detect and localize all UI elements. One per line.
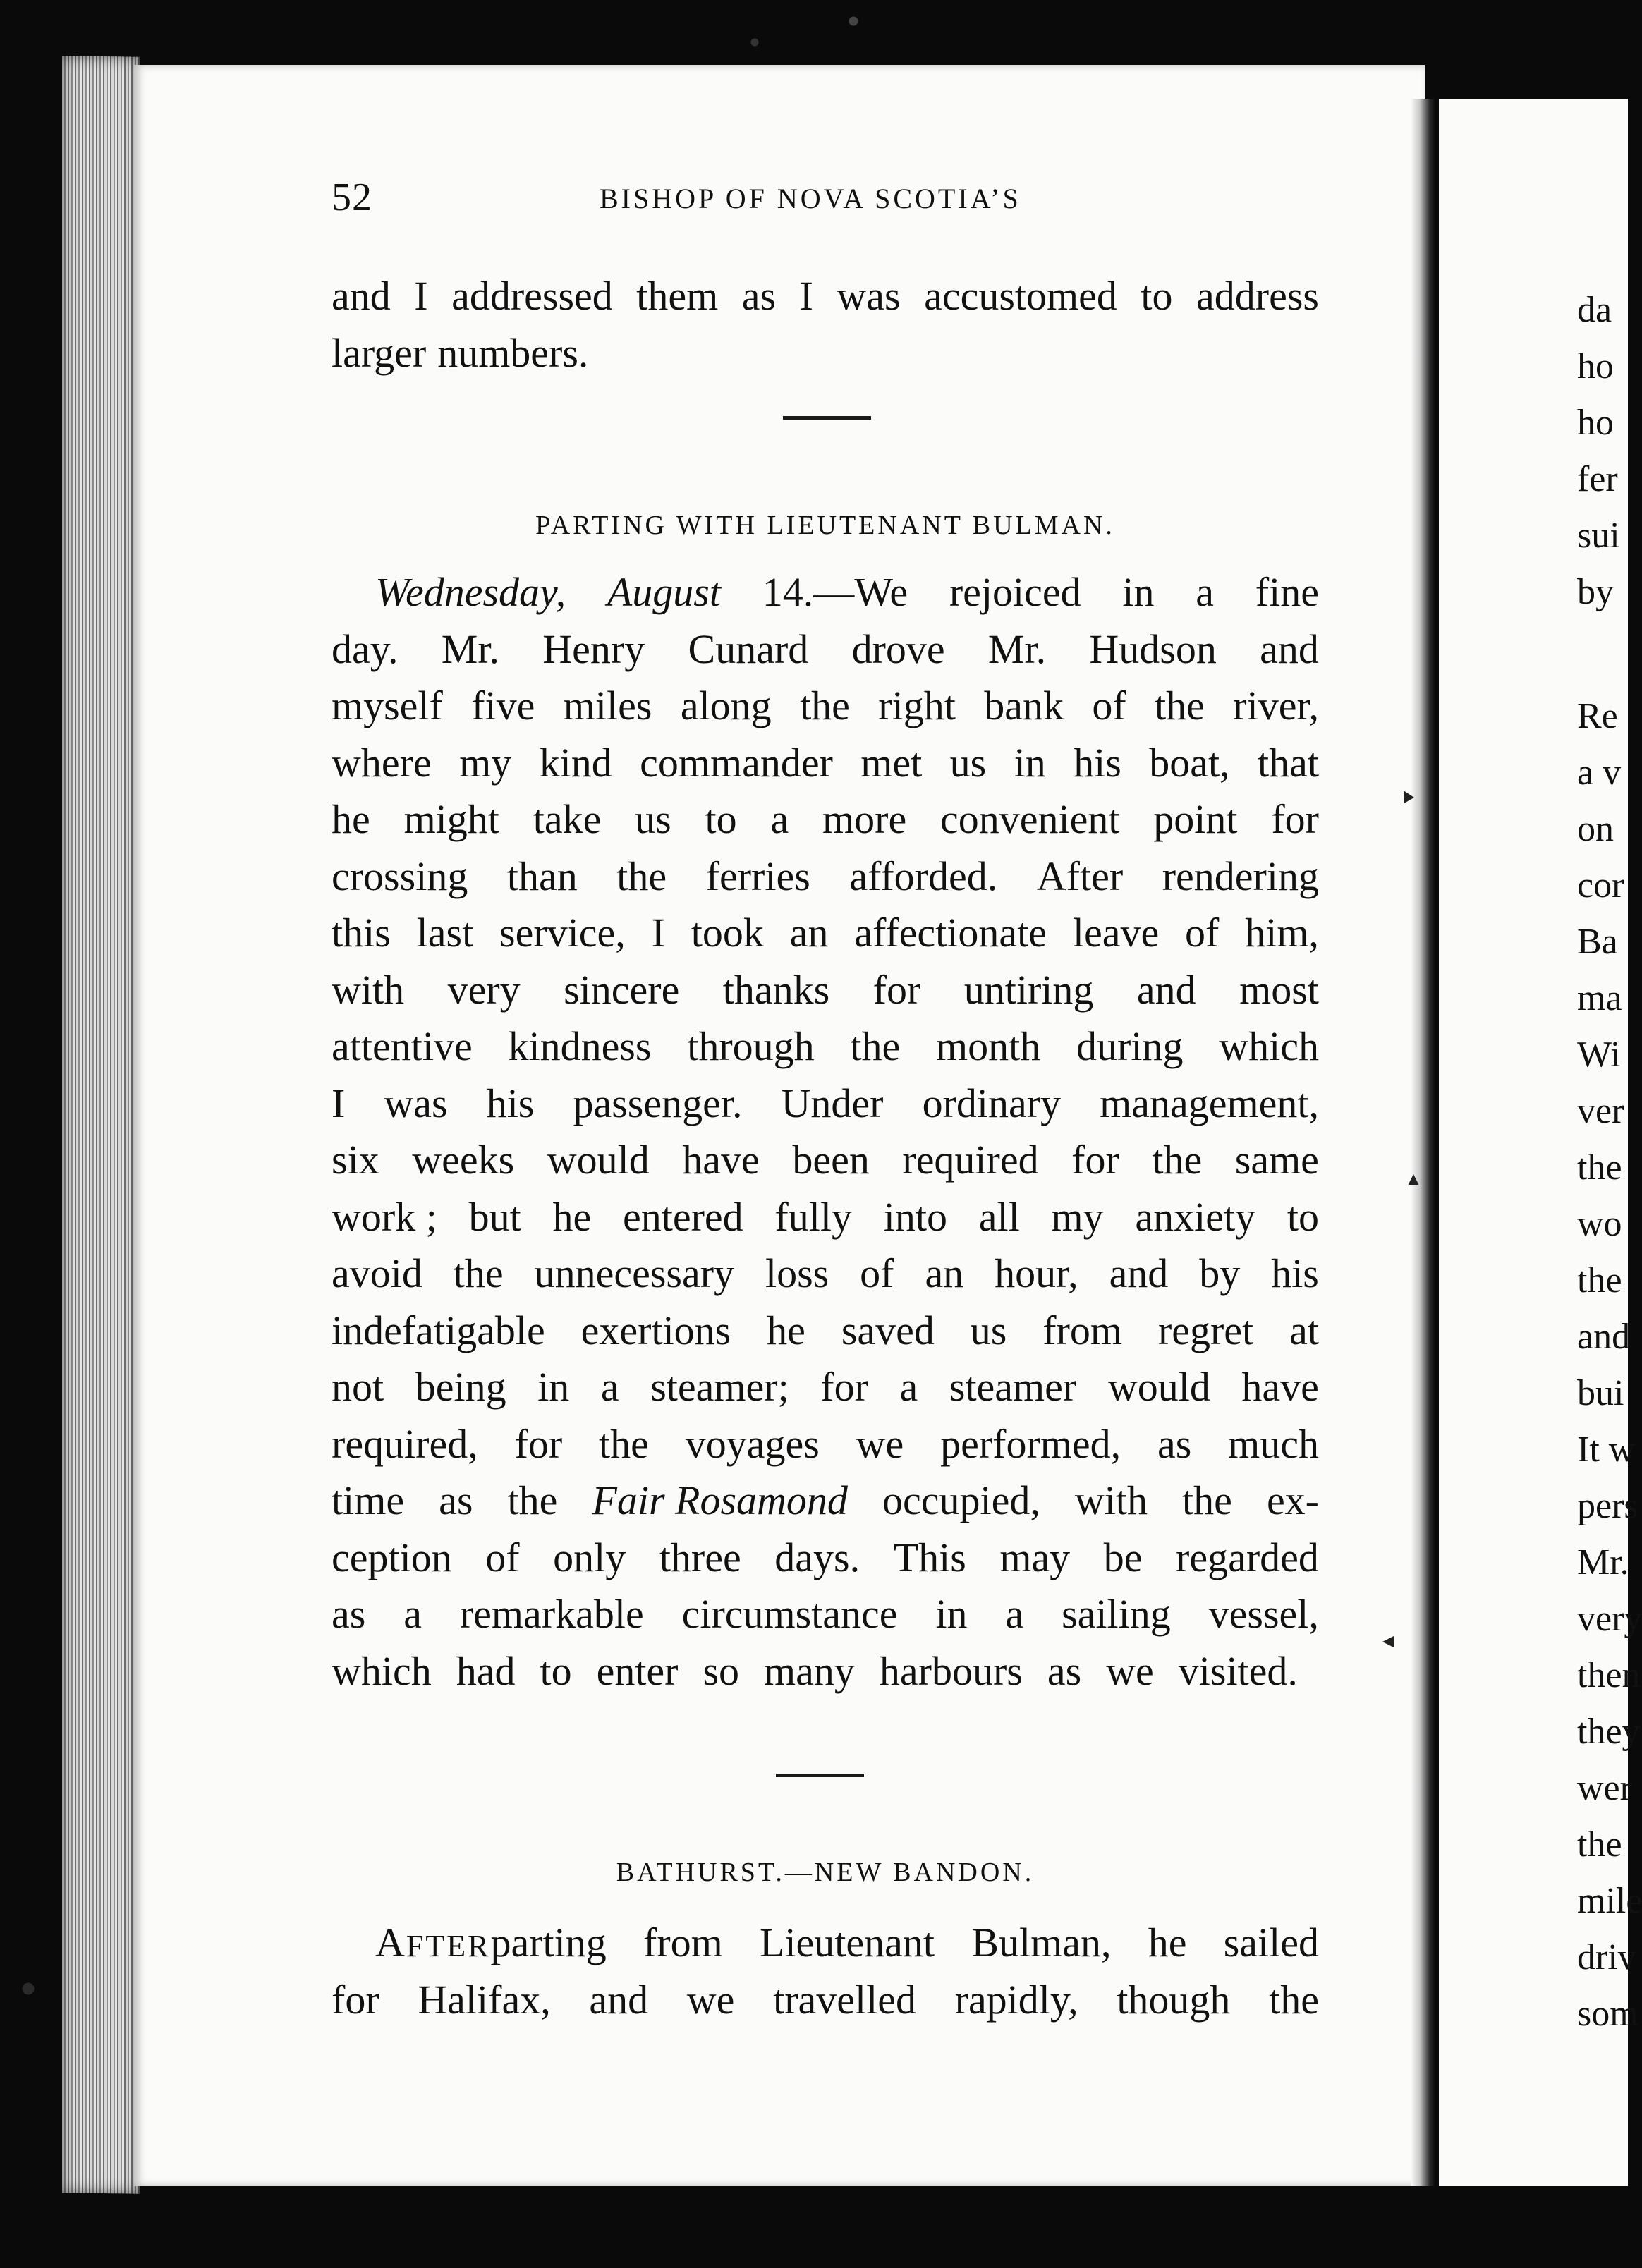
facing-line-fragment: It w <box>1577 1429 1636 1470</box>
facing-line-fragment: they <box>1577 1712 1641 1752</box>
word: Halifax, <box>418 1976 551 2023</box>
word: kindness <box>508 1023 652 1069</box>
text-line <box>332 848 1319 906</box>
text-line <box>332 678 1319 735</box>
word: regarded <box>1176 1534 1319 1580</box>
word: I <box>332 1080 346 1126</box>
text-line <box>332 1586 1319 1643</box>
word: six <box>332 1137 379 1183</box>
word: Lieutenant <box>760 1920 935 1965</box>
word: took <box>691 910 764 956</box>
facing-line-fragment: on <box>1577 809 1614 849</box>
word: which <box>332 1647 432 1694</box>
word: Cunard <box>688 626 809 672</box>
word: for <box>332 1976 379 2023</box>
word: 14.—We <box>762 569 908 615</box>
lead-small-caps: FTER <box>406 1929 491 1963</box>
text-line <box>332 1643 1298 1700</box>
section-divider <box>776 1774 864 1777</box>
text-line <box>332 735 1319 792</box>
word: Bulman, <box>971 1920 1112 1965</box>
word: met <box>860 739 923 786</box>
word: convenient <box>940 796 1120 842</box>
word: kind <box>539 739 612 786</box>
word: an <box>789 910 829 956</box>
margin-mark <box>1408 1174 1419 1185</box>
word: to <box>1141 273 1173 319</box>
word: been <box>792 1137 870 1183</box>
word: exertions <box>580 1307 731 1353</box>
facing-line-fragment: bui <box>1577 1373 1624 1413</box>
word: boat, <box>1149 739 1230 786</box>
word: unnecessary <box>534 1250 735 1296</box>
text-line <box>332 905 1319 962</box>
word: for <box>1071 1137 1119 1183</box>
word: performed, <box>940 1420 1121 1467</box>
word: us <box>970 1307 1007 1353</box>
facing-line-fragment: Wi <box>1577 1035 1621 1075</box>
word: I <box>651 910 665 956</box>
word: of <box>860 1250 894 1296</box>
page-number: 52 <box>332 176 372 219</box>
word: might <box>403 796 499 842</box>
section-body-parting <box>332 564 1319 1700</box>
facing-line-fragment: mile <box>1577 1881 1642 1921</box>
facing-page-fragment-group <box>1577 282 1628 621</box>
word: August <box>607 569 721 615</box>
word: and <box>589 1976 649 2023</box>
word: numbers. <box>437 329 589 376</box>
word: with <box>332 966 405 1013</box>
word: his <box>486 1080 535 1126</box>
word: Henry <box>542 626 645 672</box>
word: This <box>893 1534 966 1580</box>
word: at <box>1289 1307 1319 1353</box>
word: a <box>899 1364 918 1410</box>
text-line <box>332 325 1319 382</box>
word: the <box>616 853 667 899</box>
word: remarkable <box>459 1591 644 1637</box>
word: in <box>1014 739 1046 786</box>
facing-line-fragment: Re <box>1577 696 1618 736</box>
facing-line-fragment: sui <box>1577 516 1620 556</box>
word: most <box>1239 966 1319 1013</box>
facing-line-fragment: ma <box>1577 978 1622 1018</box>
word: a <box>770 796 789 842</box>
facing-line-fragment: wo <box>1577 1204 1622 1244</box>
word: the <box>800 683 850 728</box>
word: service, <box>499 910 626 956</box>
word: attentive <box>332 1023 473 1069</box>
word: a <box>1005 1591 1024 1637</box>
text-line <box>332 268 1319 325</box>
margin-mark <box>1382 1636 1394 1647</box>
facing-line-fragment: ho <box>1577 346 1614 386</box>
word: drove <box>851 626 945 672</box>
word: weeks <box>412 1137 515 1183</box>
word: day. <box>332 626 399 672</box>
word: he <box>552 1193 592 1240</box>
facing-line-fragment: Mr. <box>1577 1542 1629 1583</box>
facing-page-fragment-group <box>1577 688 1642 2042</box>
bathurst-paragraph <box>332 1915 1319 2028</box>
word: saved <box>841 1307 935 1353</box>
word: be <box>1103 1534 1143 1580</box>
word: in <box>1122 569 1155 615</box>
word: my <box>1051 1193 1104 1240</box>
facing-line-fragment: da <box>1577 290 1612 330</box>
facing-line-fragment: the <box>1577 1147 1622 1188</box>
word: as <box>332 1591 366 1637</box>
word: same <box>1234 1137 1319 1183</box>
word: point <box>1153 796 1238 842</box>
word: a <box>600 1364 619 1410</box>
word: with <box>1074 1477 1148 1523</box>
word: rejoiced <box>949 569 1081 615</box>
text-line <box>332 621 1319 678</box>
word: Mr. <box>987 626 1047 672</box>
word: by <box>1199 1250 1241 1296</box>
word: more <box>822 796 907 842</box>
word: circumstance <box>681 1591 898 1637</box>
facing-line-fragment: the <box>1577 1260 1622 1300</box>
word: management, <box>1100 1080 1319 1126</box>
word: him, <box>1245 910 1319 956</box>
text-line <box>332 1972 1319 2029</box>
word: ception <box>332 1534 452 1580</box>
word: many <box>764 1647 855 1694</box>
facing-line-fragment: then <box>1577 1655 1641 1695</box>
word: than <box>506 853 578 899</box>
word: sailed <box>1223 1920 1319 1965</box>
word: voyages <box>685 1420 820 1467</box>
word: parting <box>490 1920 607 1965</box>
word: and <box>1136 966 1196 1013</box>
word: bank <box>984 683 1064 728</box>
word: the <box>850 1023 901 1069</box>
text-line <box>332 1245 1319 1303</box>
word: vessel, <box>1208 1591 1319 1637</box>
word: to <box>1287 1193 1319 1240</box>
word: we <box>1106 1647 1154 1694</box>
text-line <box>332 1416 1319 1473</box>
word: accustomed <box>924 273 1117 319</box>
running-head: BISHOP OF NOVA SCOTIA’S <box>600 183 1021 214</box>
word: he <box>1148 1920 1187 1965</box>
word: ordinary <box>922 1080 1062 1126</box>
book-gutter <box>1411 99 1436 2186</box>
text-line <box>332 564 1319 621</box>
facing-line-fragment: a v <box>1577 752 1622 793</box>
text-line <box>332 1473 1319 1530</box>
word: the <box>507 1477 558 1523</box>
word: the <box>1182 1477 1232 1523</box>
word: enter <box>596 1647 679 1694</box>
word: his <box>1074 739 1121 786</box>
word: Fair Rosamond <box>592 1477 848 1523</box>
text-line <box>332 962 1319 1019</box>
word: have <box>682 1137 760 1183</box>
section-title-parting: PARTING WITH LIEUTENANT BULMAN. <box>535 511 1115 540</box>
word: fine <box>1255 569 1319 615</box>
word: had <box>456 1647 516 1694</box>
word: anxiety <box>1135 1193 1256 1240</box>
facing-line-fragment: the <box>1577 1824 1622 1865</box>
word: a <box>403 1591 422 1637</box>
word: as <box>1047 1647 1082 1694</box>
word: Mr. <box>441 626 499 672</box>
facing-line-fragment: pers <box>1577 1486 1638 1526</box>
word: rendering <box>1162 853 1319 899</box>
word: of <box>1185 910 1220 956</box>
word: so <box>703 1647 740 1694</box>
word: Under <box>781 1080 884 1126</box>
word: Hudson <box>1089 626 1217 672</box>
word: the <box>453 1250 504 1296</box>
word: regret <box>1157 1307 1254 1353</box>
word: of <box>485 1534 520 1580</box>
text-line <box>332 1075 1319 1133</box>
word: address <box>1196 273 1319 319</box>
word: After <box>1036 853 1124 899</box>
word: only <box>553 1534 626 1580</box>
word: was <box>837 273 901 319</box>
page-fore-edge <box>62 56 140 2194</box>
word: passenger. <box>573 1080 743 1126</box>
opening-paragraph <box>332 268 1319 382</box>
word: this <box>332 910 391 956</box>
word: commander <box>640 739 833 786</box>
word: visited. <box>1178 1647 1298 1694</box>
word: and <box>332 273 391 319</box>
text-line <box>332 1189 1319 1246</box>
word: travelled <box>773 1976 916 2023</box>
text-block <box>332 268 1319 382</box>
parting-paragraph <box>332 564 1319 1700</box>
word: steamer; <box>650 1364 789 1410</box>
word: afforded. <box>849 853 998 899</box>
word <box>375 1915 607 1972</box>
word: to <box>540 1647 572 1694</box>
word: and <box>1109 1250 1169 1296</box>
word: we <box>856 1420 904 1467</box>
word: have <box>1241 1364 1319 1410</box>
word: thanks <box>722 966 830 1013</box>
word: addressed <box>451 273 613 319</box>
word: the <box>1155 683 1205 728</box>
word: from <box>643 1920 723 1965</box>
word: he <box>332 796 370 842</box>
word: sailing <box>1062 1591 1171 1637</box>
facing-line-fragment: som <box>1577 1994 1638 2034</box>
word: not <box>332 1364 384 1410</box>
word: affectionate <box>854 910 1047 956</box>
lead-word <box>375 1915 490 1975</box>
text-line <box>332 1018 1319 1075</box>
word: the <box>599 1420 649 1467</box>
word: Wednesday, <box>375 569 566 615</box>
word: an <box>925 1250 964 1296</box>
word: we <box>686 1976 735 2023</box>
word: would <box>1107 1364 1210 1410</box>
word: ex- <box>1266 1477 1319 1523</box>
word: miles <box>563 683 652 728</box>
section-body-bathurst <box>332 1915 1319 2028</box>
text-line <box>332 1530 1319 1587</box>
text-line <box>332 1132 1319 1189</box>
word: fully <box>774 1193 852 1240</box>
word: but <box>468 1193 521 1240</box>
word: right <box>878 683 956 728</box>
facing-line-fragment: Ba <box>1577 922 1618 962</box>
word: harbours <box>879 1647 1023 1694</box>
word: them <box>636 273 719 319</box>
word: for <box>820 1364 868 1410</box>
word: in <box>537 1364 570 1410</box>
word: take <box>533 796 602 842</box>
word: all <box>978 1193 1020 1240</box>
word: work ; <box>332 1193 437 1240</box>
word: as <box>741 273 777 319</box>
word: required <box>902 1137 1039 1183</box>
facing-line-fragment: and <box>1577 1317 1631 1357</box>
word: very <box>447 966 521 1013</box>
page-header <box>332 169 1319 226</box>
word: along <box>680 683 772 728</box>
facing-line-fragment: ver <box>1577 1091 1624 1131</box>
word: through <box>687 1023 815 1069</box>
word: time <box>332 1477 405 1523</box>
facing-line-fragment: fer <box>1577 459 1618 499</box>
word: us <box>635 796 671 842</box>
word: hour, <box>995 1250 1078 1296</box>
word: from <box>1042 1307 1123 1353</box>
word: crossing <box>332 853 468 899</box>
word: for <box>872 966 921 1013</box>
word: sincere <box>564 966 680 1013</box>
facing-line-fragment: ho <box>1577 403 1614 443</box>
word: he <box>767 1307 805 1353</box>
facing-line-fragment: wer <box>1577 1768 1632 1808</box>
word: steamer <box>949 1364 1077 1410</box>
word: though <box>1117 1976 1231 2023</box>
word: river, <box>1233 683 1319 728</box>
word: may <box>999 1534 1071 1580</box>
word: for <box>514 1420 563 1467</box>
word: was <box>384 1080 448 1126</box>
word: in <box>935 1591 968 1637</box>
word: the <box>1269 1976 1319 2023</box>
facing-page-text <box>1577 282 1642 2042</box>
word: into <box>883 1193 947 1240</box>
word: rapidly, <box>954 1976 1078 2023</box>
word: leave <box>1072 910 1160 956</box>
text-line <box>332 1303 1319 1360</box>
word: which <box>1219 1023 1319 1069</box>
word: to <box>705 796 737 842</box>
section-title-bathurst: BATHURST.—NEW BANDON. <box>616 1858 1035 1887</box>
word: ferries <box>705 853 810 899</box>
word: entered <box>623 1193 743 1240</box>
word: avoid <box>332 1250 422 1296</box>
word: of <box>1092 683 1126 728</box>
word: as <box>1157 1420 1192 1467</box>
word: as <box>439 1477 473 1523</box>
word: I <box>799 273 813 319</box>
word: where <box>332 739 432 786</box>
text-line <box>332 1359 1319 1416</box>
word: myself <box>332 683 443 728</box>
facing-line-fragment: by <box>1577 572 1614 612</box>
word: us <box>949 739 987 786</box>
word: would <box>547 1137 650 1183</box>
lead-capital: A <box>375 1920 406 1965</box>
word: loss <box>765 1250 829 1296</box>
word: occupied, <box>882 1477 1040 1523</box>
word: larger <box>332 329 427 376</box>
word: that <box>1257 739 1319 786</box>
word: required, <box>332 1420 478 1467</box>
word: I <box>414 273 428 319</box>
word: for <box>1271 796 1319 842</box>
facing-line-fragment: driv <box>1577 1937 1636 1977</box>
word: being <box>415 1364 506 1410</box>
word: his <box>1271 1250 1319 1296</box>
text-line <box>332 1915 1319 1972</box>
word: and <box>1260 626 1319 672</box>
word: untiring <box>963 966 1094 1013</box>
word: my <box>459 739 512 786</box>
text-line <box>332 791 1319 848</box>
facing-line-fragment: cor <box>1577 865 1624 906</box>
facing-line-fragment: very <box>1577 1599 1642 1639</box>
word: the <box>1152 1137 1203 1183</box>
word: three <box>659 1534 741 1580</box>
word: days. <box>774 1534 860 1580</box>
word: last <box>416 910 474 956</box>
word: month <box>936 1023 1041 1069</box>
word: indefatigable <box>332 1307 545 1353</box>
word: much <box>1228 1420 1319 1467</box>
section-divider <box>783 416 871 420</box>
word: five <box>471 683 535 728</box>
word: during <box>1076 1023 1184 1069</box>
word: a <box>1196 569 1215 615</box>
